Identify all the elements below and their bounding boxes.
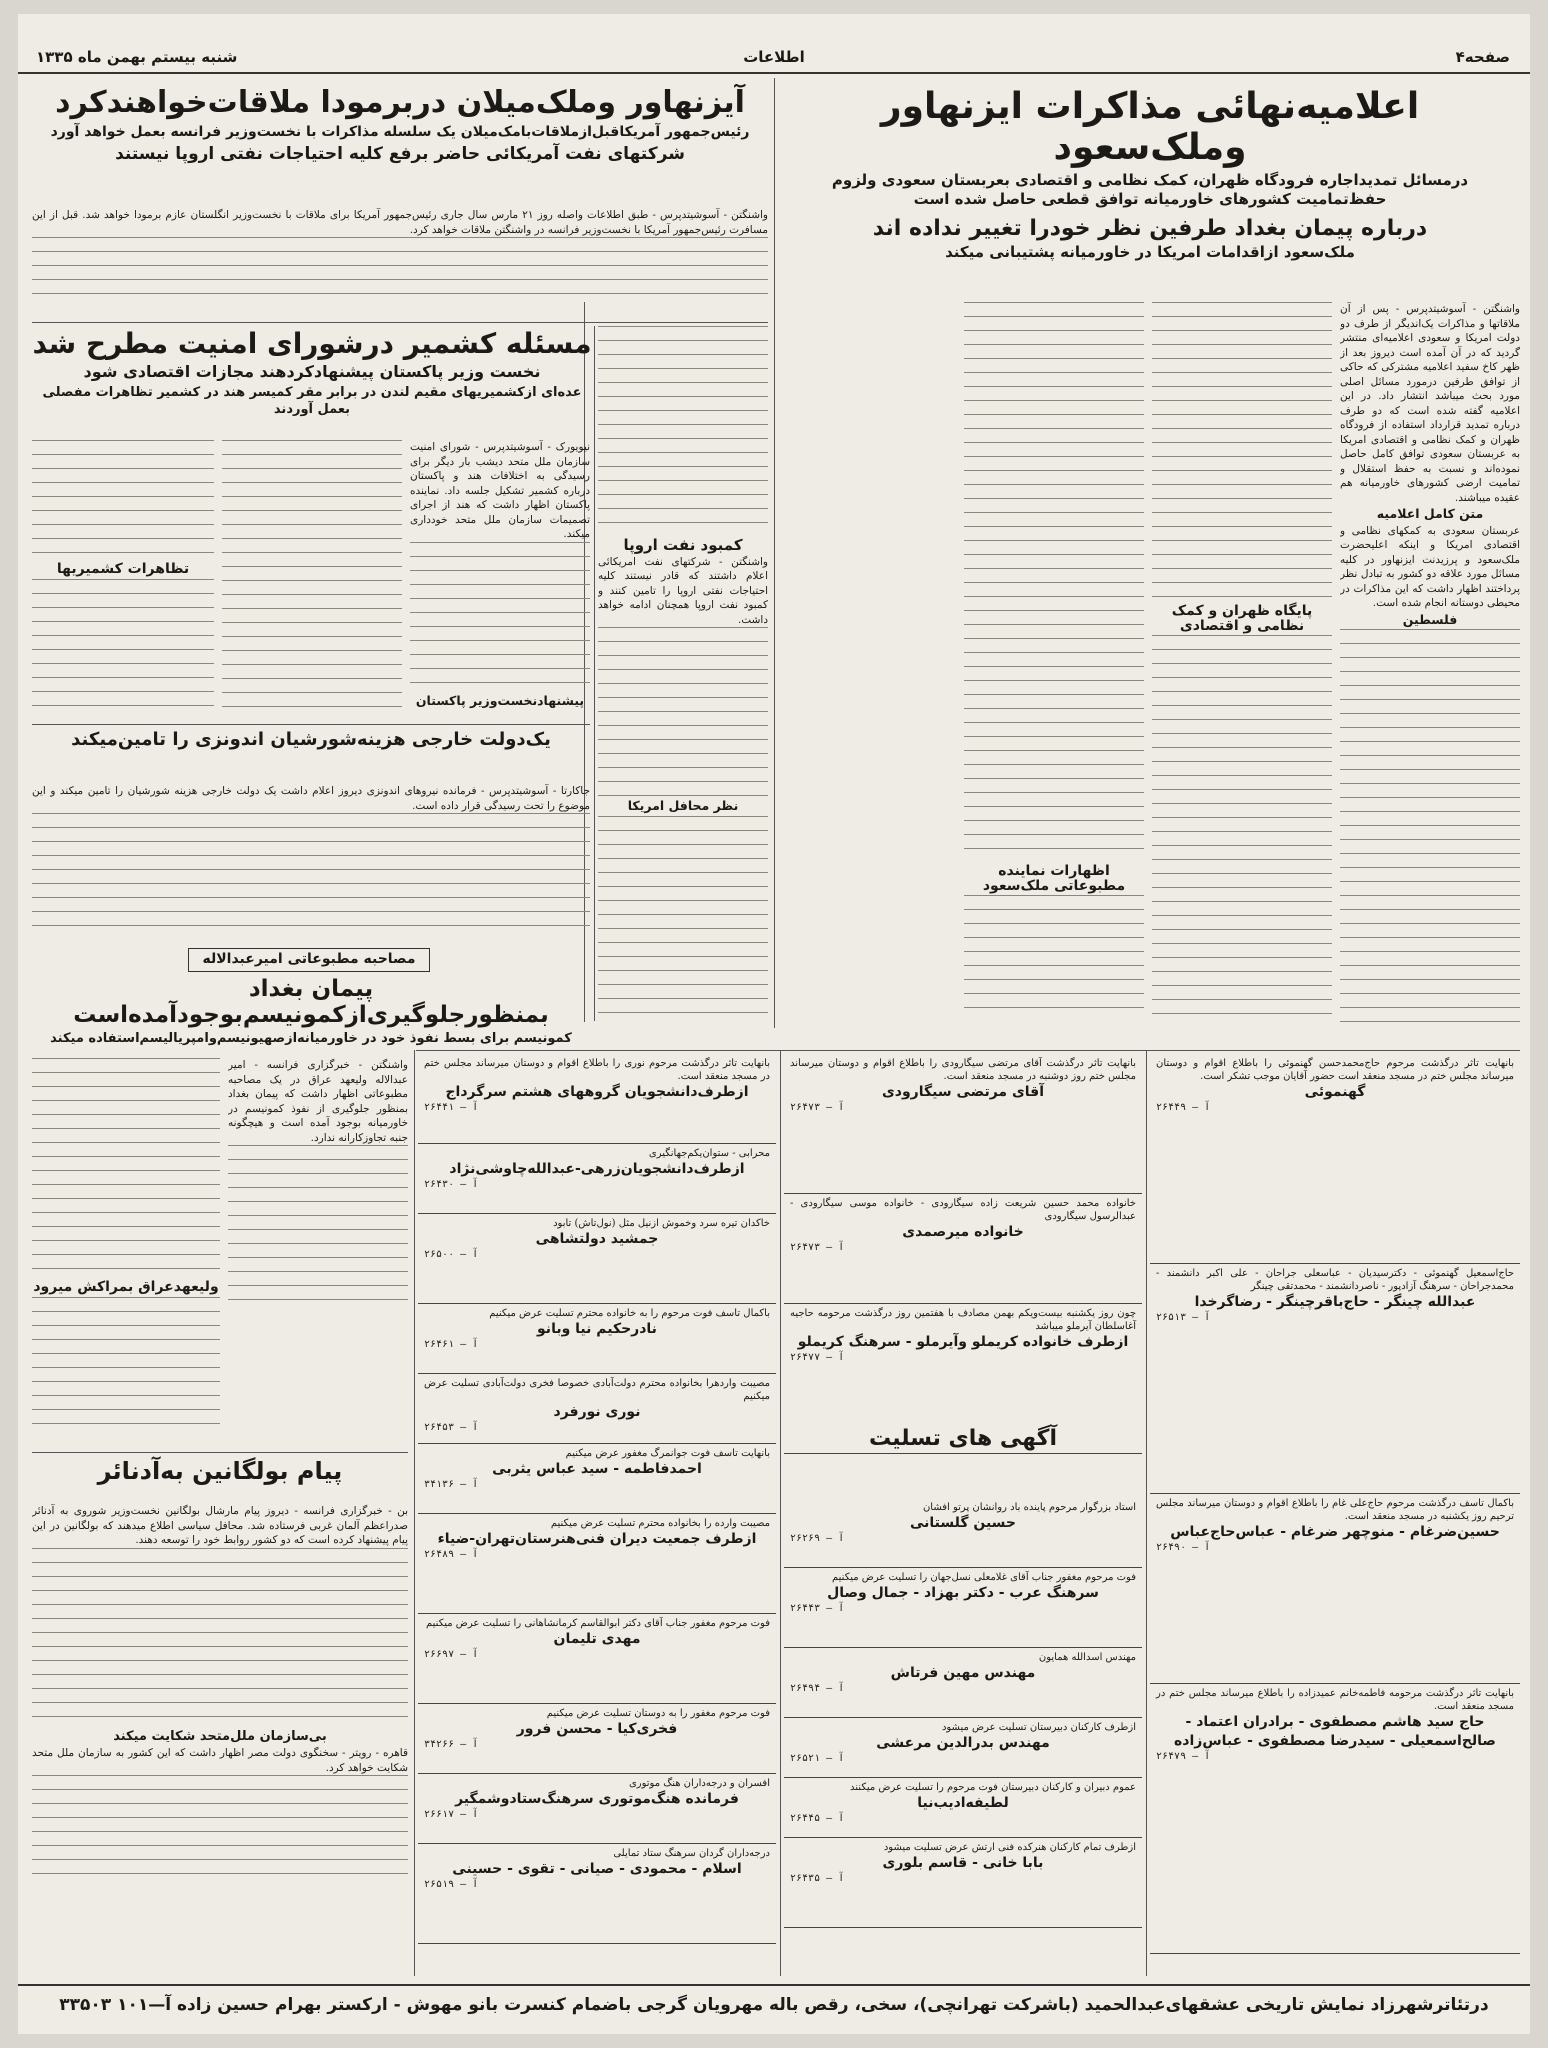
notice-names: ازطرف‌دانشجویان گروههای هشتم سرگرداج [445, 1084, 749, 1100]
condolence-notice [1150, 1494, 1520, 1684]
condolence-notice [784, 1194, 1142, 1304]
condolence-notice [1150, 1684, 1520, 1954]
notice-names: عبدالله چینگر - حاج‌باقرچینگر - رضاگرخدا [1194, 1294, 1476, 1310]
notice-text: مصیبت واردهرا بخانواده محترم دولت‌آبادی خصوصا فخری دولت‌آبادی تسلیت عرض میکنیم [424, 1378, 770, 1402]
column-divider [780, 1050, 781, 1976]
kashmir-subhead-1: نخست وزیر پاکستان پیشنهادکردهند مجازات اقتصادی شود [83, 362, 541, 382]
text-lines [410, 542, 590, 692]
notice-code: آ — ۲۶۵۱۳ [1156, 1311, 1211, 1323]
notice-names: حسین‌ضرغام - منوچهر ضرغام - عباس‌حاج‌عباس [1170, 1524, 1500, 1540]
notice-code: آ — ۲۶۴۵۳ [424, 1421, 479, 1433]
notice-text: باکمال تاسف درگذشت مرحوم حاج‌علی غام را باطلاع اقوام و دوستان میرساند مجلس ترحیم روز یکشنبه در مسجد منعقد است. [1156, 1498, 1514, 1522]
text-lines [32, 579, 214, 709]
condolence-notice [784, 1054, 1142, 1194]
notice-text: فوت مرحوم مغفور جناب آقای دکتر ابوالقاسم کرمانشاهانی را تسلیت عرض میکنیم [426, 1618, 770, 1629]
notice-names: سرهنگ عرب - دکتر بهزاد - جمال وصال [827, 1585, 1099, 1601]
condolence-notice [784, 1838, 1142, 1928]
baghdad-subhead: کمونیسم برای بسط نفوذ خود در خاورمیانه‌ازصهیونیسم‌وامپریالیسم‌استفاده میکند [50, 1030, 572, 1046]
bulganin-header [32, 1456, 408, 1500]
notice-code: آ — ۲۶۵۰۰ [424, 1248, 479, 1260]
kashmir-body: نیویورک - آسوشیتدپرس - شورای امنیت سازمان ملل متحد دیشب بار دیگر برای رسیدگی به اختلافات هند و پاکستان درباره کشمیر تشکیل جلسه داد. نماینده پاکستان اظهار داشت که هند از اجرای تصمیمات سازمان ملل متحد خودداری میکند. [410, 441, 590, 540]
saud-column-3 [964, 302, 1144, 1024]
condolence-notice [418, 1374, 776, 1444]
notice-names: نادرحکیم نیا وبانو [537, 1321, 657, 1337]
macmillan-header [32, 84, 768, 204]
notice-code: آ — ۲۶۴۴۹ [1156, 1101, 1211, 1113]
notice-code: آ — ۲۶۶۱۷ [424, 1808, 479, 1820]
footer-text: درتئاترشهرزاد نمایش تاریخی عشقهای‌عبدالحمید (باشرکت تهرانچی)، سخی، رقص باله مهرویان گرجی باضمام کنسرت بانو مهوش - ارکستر بهرام حسین زاده آ—۱۰۱ ۳۳۵۰۳ [59, 1995, 1489, 2015]
notice-names: مهندس بدرالدین مرعشی [876, 1735, 1050, 1751]
column-divider [594, 326, 595, 1021]
notice-text: فوت مرحوم مغفور جناب آقای غلامعلی نسل‌جهان را تسلیت عرض میکنیم [832, 1572, 1136, 1583]
notice-text: ازطرف تمام کارکنان هنرکده فنی ارتش عرض تسلیت میشود [883, 1842, 1136, 1853]
notice-code: آ — ۲۶۵۱۹ [424, 1878, 479, 1890]
condolence-notice [418, 1144, 776, 1214]
paper-name: اطلاعات [743, 48, 805, 66]
saud-subhead-3: ملک‌سعود ازاقدامات امریکا در خاورمیانه پشتیبانی میکند [945, 243, 1355, 262]
baghdad-header [32, 974, 590, 1056]
notice-code: آ — ۲۶۴۸۹ [424, 1548, 479, 1560]
indonesia-headline: یک‌دولت خارجی هزینه‌شورشیان اندونزی را تامین‌میکند [71, 729, 551, 750]
text-lines [32, 1548, 408, 1728]
macmillan-subhead-1: رئیس‌جمهور آمریکاقبل‌ازملاقات‌بامک‌میلان یک سلسله مذاکرات با نخست‌وزیر فرانسه بعمل خواهد آورد [50, 123, 750, 140]
bulganin-section-1: بی‌سازمان ملل‌متحد شکایت میکند [113, 1728, 327, 1744]
condolence-notice [784, 1304, 1142, 1454]
saud-story-header [780, 84, 1520, 294]
notice-names: گهنموئی [1304, 1084, 1366, 1100]
kashmir-header [32, 326, 592, 436]
bulganin-text: بن - خبرگزاری فرانسه - دیروز پیام مارشال بولگانین نخست‌وزیر شوروی به آدنائر صدراعظم آلمان غربی فرستاده شد. محافل سیاسی اطلاع میدهند که بولگانین در این پیام پیشنهاد کرده است که دو کشور روابط خود را توسعه دهند. [32, 1505, 408, 1546]
baghdad-section-1: ولیعهدعراق بمراکش میرود [33, 1279, 219, 1295]
saud-section-press: اظهارات نماینده مطبوعاتی ملک‌سعود [982, 863, 1126, 894]
notice-text: بانهایت تاثر درگذشت مرحومه فاطمه‌خانم عمیدزاده را باطلاع میرساند مجلس ختم در مسجد منعقد است. [1156, 1688, 1514, 1712]
notice-text: حاج‌اسمعیل گهنموئی - دکترسیدیان - عباسعلی جراحان - علی اکبر دانشمند - محمدجراحان - سرهنگ آزادپور - ناصردانشمند - محمدتقی چینگر [1156, 1268, 1514, 1292]
column-divider [414, 1050, 415, 1976]
text-lines [1340, 629, 1520, 1024]
indonesia-body [32, 784, 590, 944]
kashmir-section-2: پیشنهادنخست‌وزیر پاکستان [415, 692, 585, 708]
text-lines [964, 302, 1144, 862]
notices-column-1 [1150, 1054, 1520, 1972]
kashmir-section-1: تظاهرات کشمیریها [56, 561, 190, 577]
oil-column [598, 326, 768, 1021]
section-divider [32, 322, 768, 323]
condolence-notice [784, 1568, 1142, 1648]
notice-text: افسران و درجه‌داران هنگ موتوری [628, 1778, 770, 1789]
bulganin-text-2: قاهره - رویتر - سخنگوی دولت مصر اظهار داشت که این کشور به سازمان ملل متحد شکایت خواهد کرد. [32, 1747, 408, 1774]
text-lines [228, 1145, 408, 1304]
notice-code: آ — ۳۴۲۶۶ [424, 1738, 479, 1750]
notice-code: آ — ۲۶۴۹۴ [790, 1682, 845, 1694]
oil-section-1: نظر محافل امریکا [627, 798, 739, 813]
notice-code: آ — ۲۶۴۴۵ [790, 1812, 845, 1824]
saud-section-text: متن کامل اعلامیه [1376, 506, 1484, 521]
condolence-notice [418, 1304, 776, 1374]
notice-text: باکمال تاسف فوت مرحوم را به خانواده محترم تسلیت عرض میکنیم [489, 1308, 770, 1319]
notice-code: آ — ۲۶۵۲۱ [790, 1752, 845, 1764]
baghdad-column-2 [32, 1058, 220, 1448]
page-number: صفحه۴ [1455, 48, 1510, 66]
notice-names: خانواده میرصمدی [902, 1224, 1024, 1240]
condolence-notice [418, 1704, 776, 1774]
condolence-notice [418, 1514, 776, 1614]
saud-body-2: عربستان سعودی به کمکهای نظامی و اقتصادی امریکا و اینکه اعلیحضرت ملک‌سعود و پرزیدنت ایزنهاور در کلیه مسائل مورد علاقه دو کشور به تبادل نظر پرداختند اظهار داشت که این مذاکرات در محیطی دوستانه انجام شده است. [1340, 524, 1520, 609]
notice-names: ازطرف جمعیت دیران فنی‌هنرستان‌تهران-ضیاء [437, 1531, 757, 1547]
notices-column-2 [784, 1054, 1142, 1972]
condolence-notice [418, 1054, 776, 1144]
notice-text: عموم دبیران و کارکنان دبیرستان فوت مرحوم را تسلیت عرض میکنند [850, 1782, 1136, 1793]
notice-names: حسین گلستانی [909, 1515, 1017, 1531]
saud-subhead-1: درمسائل تمدیداجاره فرودگاه ظهران، کمک نظامی و اقتصادی بعربستان سعودی ولزوم حفظ‌تمامیت کشورهای خاورمیانه توافق قطعی حاصل شده است [831, 170, 1469, 209]
notice-code: آ — ۲۶۴۴۱ [424, 1101, 479, 1113]
condolence-notice [418, 1444, 776, 1514]
notice-names: حاج سید هاشم مصطفوی - برادران اعتماد - صالح‌اسمعیلی - سیدرضا مصطفوی - عباس‌زاده [1174, 1714, 1496, 1749]
condolence-notice [784, 1778, 1142, 1838]
indonesia-header [32, 728, 590, 780]
notice-text: فوت مرحوم مغفور را به دوستان تسلیت عرض میکنیم [546, 1708, 770, 1719]
notice-code: آ — ۲۶۴۴۳ [790, 1602, 845, 1614]
notice-text: مهندس اسدالله همایون [1038, 1652, 1136, 1663]
bulganin-body [32, 1504, 408, 1970]
notice-text: چون روز یکشنبه بیست‌ویکم بهمن مصادف با هفتمین روز درگذشت مرحومه حاجیه آغاسلطان آیرملو میباشد [790, 1308, 1136, 1332]
footer-ad [18, 1984, 1530, 2024]
notice-text: خانواده محمد حسین شریعت زاده سیگارودی - خانواده موسی سیگارودی - عبدالرسول سیگارودی [790, 1198, 1136, 1222]
notice-code: آ — ۳۴۱۳۶ [424, 1478, 479, 1490]
notice-code: آ — ۲۶۴۷۳ [790, 1101, 845, 1113]
notice-names: مهندس مهین فرتاش [890, 1665, 1036, 1681]
text-lines [598, 627, 768, 797]
notice-names: نوری نورفرد [553, 1404, 641, 1420]
notice-code: آ — ۲۶۴۷۹ [1156, 1750, 1211, 1762]
notice-names: آقای مرتضی سیگارودی [881, 1084, 1045, 1100]
kashmir-column-2 [222, 440, 402, 720]
kashmir-headline: مسئله کشمیر درشورای امنیت مطرح شد [32, 327, 592, 360]
saud-subhead-2: درباره پیمان بغداد طرفین نظر خودرا تغییر نداده اند [872, 215, 1428, 241]
macmillan-subhead-2: شرکتهای نفت آمریکائی حاضر برفع کلیه احتیاجات نفتی اروپا نیستند [115, 143, 685, 164]
saud-column-1 [1340, 302, 1520, 1024]
text-lines [32, 1775, 408, 1885]
baghdad-box [188, 948, 430, 972]
text-lines [598, 816, 768, 1022]
column-divider [774, 78, 775, 1028]
notice-names: احمدفاطمه - سید عباس یثربی [492, 1461, 702, 1477]
notice-text: خاکدان تیره سرد وخموش ازنیل مثل (نول‌تاش) تابود [553, 1218, 770, 1229]
notice-code: آ — ۲۶۴۷۳ [790, 1241, 845, 1253]
oil-headline: کمبود نفت اروپا [623, 536, 743, 554]
notice-code: آ — ۲۶۴۳۰ [424, 1178, 479, 1190]
notice-code: آ — ۲۶۴۶۱ [424, 1338, 479, 1350]
baghdad-box-label: مصاحبه مطبوعاتی امیرعبدالاله [202, 951, 416, 967]
notice-text: استاد بزرگوار مرحوم پاینده باد روانشان پرتو افشان [922, 1502, 1136, 1513]
text-lines [32, 813, 590, 933]
condolence-notice [1150, 1264, 1520, 1494]
condolence-notice [784, 1498, 1142, 1568]
condolence-notice [418, 1214, 776, 1304]
macmillan-headline: آیزنهاور وملک‌میلان دربرمودا ملاقات‌خواهندکرد [55, 85, 745, 120]
notice-names: فخری‌کیا - محسن فرور [516, 1721, 678, 1737]
kashmir-subhead-2: عده‌ای ازکشمیریهای مقیم لندن در برابر مقر کمیسر هند در کشمیر تظاهرات مفصلی بعمل آوردند [42, 384, 582, 417]
notice-names: اسلام - محمودی - صیانی - تقوی - حسینی [452, 1861, 742, 1877]
newspaper-page [18, 14, 1530, 2034]
notice-text: مصیبت وارده را بخانواده محترم تسلیت عرض میکنیم [550, 1518, 770, 1529]
section-divider [32, 724, 590, 725]
kashmir-column-3 [32, 440, 214, 720]
notice-code: آ — ۲۶۶۹۷ [424, 1648, 479, 1660]
condolence-notice [418, 1614, 776, 1704]
notice-code: آ — ۲۶۴۳۵ [790, 1872, 845, 1884]
notice-names: ازطرف‌دانشجویان‌زرهی-عبدالله‌چاوشی‌نژاد [449, 1161, 745, 1177]
notices-column-3 [418, 1054, 776, 1972]
notice-text: بانهایت تاثر درگذشت آقای مرتضی سیگارودی را باطلاع اقوام و دوستان میرساند مجلس ختم روز دوشنبه در مسجد منعقد است. [790, 1058, 1136, 1082]
notice-names: بابا خانی - قاسم بلوری [882, 1855, 1044, 1871]
issue-date: شنبه بیستم بهمن ماه ۱۳۳۵ [36, 48, 238, 66]
saud-section-palestine: فلسطین [1402, 611, 1458, 627]
text-lines [32, 440, 214, 560]
saud-section-dhahran: پایگاه ظهران و کمک نظامی و اقتصادی [1171, 603, 1313, 634]
section-divider [32, 1452, 408, 1453]
kashmir-column-1 [410, 440, 590, 720]
baghdad-column-1 [228, 1058, 408, 1304]
notice-text: بانهایت تاثر درگذشت مرحوم حاج‌محمدحسن گهنموئی را باطلاع اقوام و دوستان میرساند مجلس ختم در مسجد منعقد است حضور آقایان موجب تشکر است. [1156, 1058, 1514, 1082]
text-lines [222, 440, 402, 720]
notice-text: بانهایت تاسف فوت جوانمرگ مغفور عرض میکنیم [565, 1448, 770, 1459]
oil-body: واشنگتن - شرکتهای نفت امریکائی اعلام داشتند که قادر نیستند کلیه احتیاجات نفتی اروپا را تامین کنند و کمبود نفت اروپا همچنان ادامه خواهد داشت. [598, 555, 768, 626]
notice-text: بانهایت تاثر درگذشت مرحوم نوری را باطلاع اقوام و دوستان میرساند مجلس ختم در مسجد منعقد است. [424, 1058, 770, 1082]
saud-headline: اعلامیه‌نهائی مذاکرات ایزنهاور وملک‌سعود [880, 86, 1420, 169]
text-lines [598, 326, 768, 536]
notice-text: محرابی - ستوان‌یکم‌جهانگیری [648, 1148, 770, 1159]
condolence-notice [418, 1774, 776, 1844]
macmillan-text: واشنگتن - آسوشیتدپرس - طبق اطلاعات واصله روز ۲۱ مارس سال جاری رئیس‌جمهور آمریکا برای ملاقات با نخست‌وزیر انگلستان عازم برمودا خواهد شد. قبل از این مسافرت رئیس‌جمهور آمریکا با نخست‌وزیر فرانسه در واشنگتن ملاقات خواهد کرد. [32, 209, 768, 236]
notice-names: مهدی تلیمان [553, 1631, 641, 1647]
condolence-notice [784, 1718, 1142, 1778]
macmillan-body [32, 208, 768, 320]
notice-code: آ — ۲۶۴۷۷ [790, 1351, 845, 1363]
section-divider [416, 1050, 1520, 1051]
text-lines [1152, 635, 1332, 1015]
notice-text: درجه‌داران گردان سرهنگ ستاد تمایلی [613, 1848, 770, 1859]
notice-names: لطیفه‌ادیب‌نیا [917, 1795, 1009, 1811]
condolence-notice [418, 1844, 776, 1944]
notice-code: آ — ۲۶۴۹۰ [1156, 1541, 1211, 1553]
notice-code: آ — ۲۶۲۶۹ [790, 1532, 845, 1544]
text-lines [32, 237, 768, 307]
notice-names: ازطرف خانواده کریملو وآیرملو - سرهنگ کریملو [797, 1334, 1129, 1350]
condolences-title: آگهی های تسلیت [868, 1426, 1057, 1451]
notice-text: ازطرف کارکنان دبیرستان تسلیت عرض میشود [941, 1722, 1136, 1733]
indonesia-text: جاکارتا - آسوشیتدپرس - فرمانده نیروهای اندونزی دیروز اعلام داشت یک دولت خارجی هزینه شورشیان را تامین میکند و این موضوع را تحت رسیدگی قرار داده است. [32, 785, 590, 812]
saud-column-2 [1152, 302, 1332, 1024]
column-divider [1146, 1050, 1147, 1976]
baghdad-headline: پیمان بغداد بمنظورجلوگیری‌ازکمونیسم‌بوجودآمده‌است [73, 976, 549, 1029]
condolence-notice [1150, 1054, 1520, 1264]
saud-body: واشنگتن - آسوشیتدپرس - پس از آن ملاقاتها و مذاکرات یک‌اندیگر از طرف دو دولت امریکا و سعودی اعلامیه‌ای منتشر گردید که در آن آمده است دیروز بعد از ظهر کاخ سفید اعلامیه مشترکی که حاکی از توافق طرفین درمورد مسائل اصلی مورد بحث میباشد انتشار داد. در این اعلامیه گفته شده است که دو طرف درباره تمدید قرارداد استفاده از فرودگاه ظهران و کمک نظامی و اقتصادی امریکا به عربستان سعودی توافق کامل حاصل نموده‌اند و نسبت به حفظ استقلال و تمامیت ارضی کشورهای خاورمیانه هم عقیده میباشند. [1340, 303, 1520, 504]
text-lines [964, 895, 1144, 1015]
bulganin-headline: پیام بولگانین به‌آدنائر [97, 1457, 343, 1485]
masthead [18, 46, 1530, 74]
condolence-notice [784, 1648, 1142, 1718]
baghdad-body: واشنگتن - خبرگزاری فرانسه - امیر عبدالاله ولیعهد عراق در یک مصاحبه مطبوعاتی اظهار داشت که پیمان بغداد بمنظور جلوگیری از نفوذ کمونیسم در خاورمیانه بوجود آمده است و هیچگونه جنبه تجاوزکارانه ندارد. [228, 1059, 408, 1144]
text-lines [32, 1297, 220, 1437]
text-lines [32, 1058, 220, 1278]
notice-names: جمشید دولتشاهی [535, 1231, 659, 1247]
text-lines [1152, 302, 1332, 602]
notice-names: فرمانده هنگ‌موتوری سرهنگ‌ستادوشمگیر [455, 1791, 739, 1807]
